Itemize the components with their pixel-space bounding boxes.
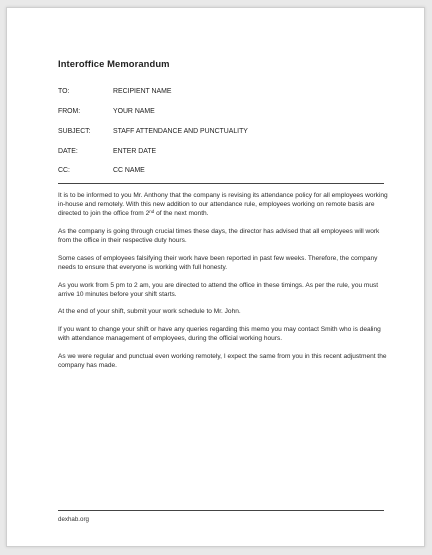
subject-field — [58, 126, 384, 138]
body-paragraph-2: As the company is going through crucial times these days, the director has advised that all employees will work from the office in their respective duty hours. — [58, 228, 380, 245]
date-field — [58, 146, 384, 158]
date-value: ENTER DATE — [113, 148, 157, 155]
from-label: FROM: — [58, 108, 81, 115]
cc-value: CC NAME — [113, 167, 145, 174]
subject-label: SUBJECT: — [58, 128, 91, 135]
memo-title: Interoffice Memorandum — [58, 58, 170, 69]
body-paragraph-1: It is to be informed to you Mr. Anthony that the company is revising its attendance policy for all employees working in-house and remotely. With this new addition to our attendance rule, employees working on remote basis are directed to join the office from 2nd of the next month. — [58, 192, 388, 218]
body-paragraph-4: As you work from 5 pm to 2 am, you are directed to attend the office in these timings. As per the rule, you must arrive 10 minutes before your shift starts. — [58, 281, 379, 298]
body-paragraph-7: As we were regular and punctual even working remotely, I expect the same from you in this recent adjustment the company has made. — [58, 352, 387, 369]
to-field — [58, 86, 384, 98]
footer-divider — [58, 510, 384, 511]
body-paragraph-5: At the end of your shift, submit your work schedule to Mr. John. — [58, 308, 241, 316]
from-value: YOUR NAME — [113, 108, 155, 115]
footer-site: dexhab.org — [58, 516, 89, 523]
to-value: RECIPIENT NAME — [113, 88, 172, 95]
header-divider — [58, 183, 384, 184]
cc-label: CC: — [58, 167, 70, 174]
body-paragraph-3: Some cases of employees falsifying their work have been reported in past few weeks. Therefore, the company needs to ensure that everyone is working with full honesty. — [58, 254, 378, 271]
cc-field — [58, 165, 384, 177]
from-field — [58, 106, 384, 118]
date-label: DATE: — [58, 148, 78, 155]
subject-value: STAFF ATTENDANCE AND PUNCTUALITY — [113, 128, 248, 135]
memo-page — [6, 7, 425, 547]
to-label: TO: — [58, 88, 70, 95]
memo-body — [58, 191, 388, 379]
body-paragraph-6: If you want to change your shift or have any queries regarding this memo you may contact Smith who is dealing with attendance management of employees, during the official working hours. — [58, 325, 381, 343]
